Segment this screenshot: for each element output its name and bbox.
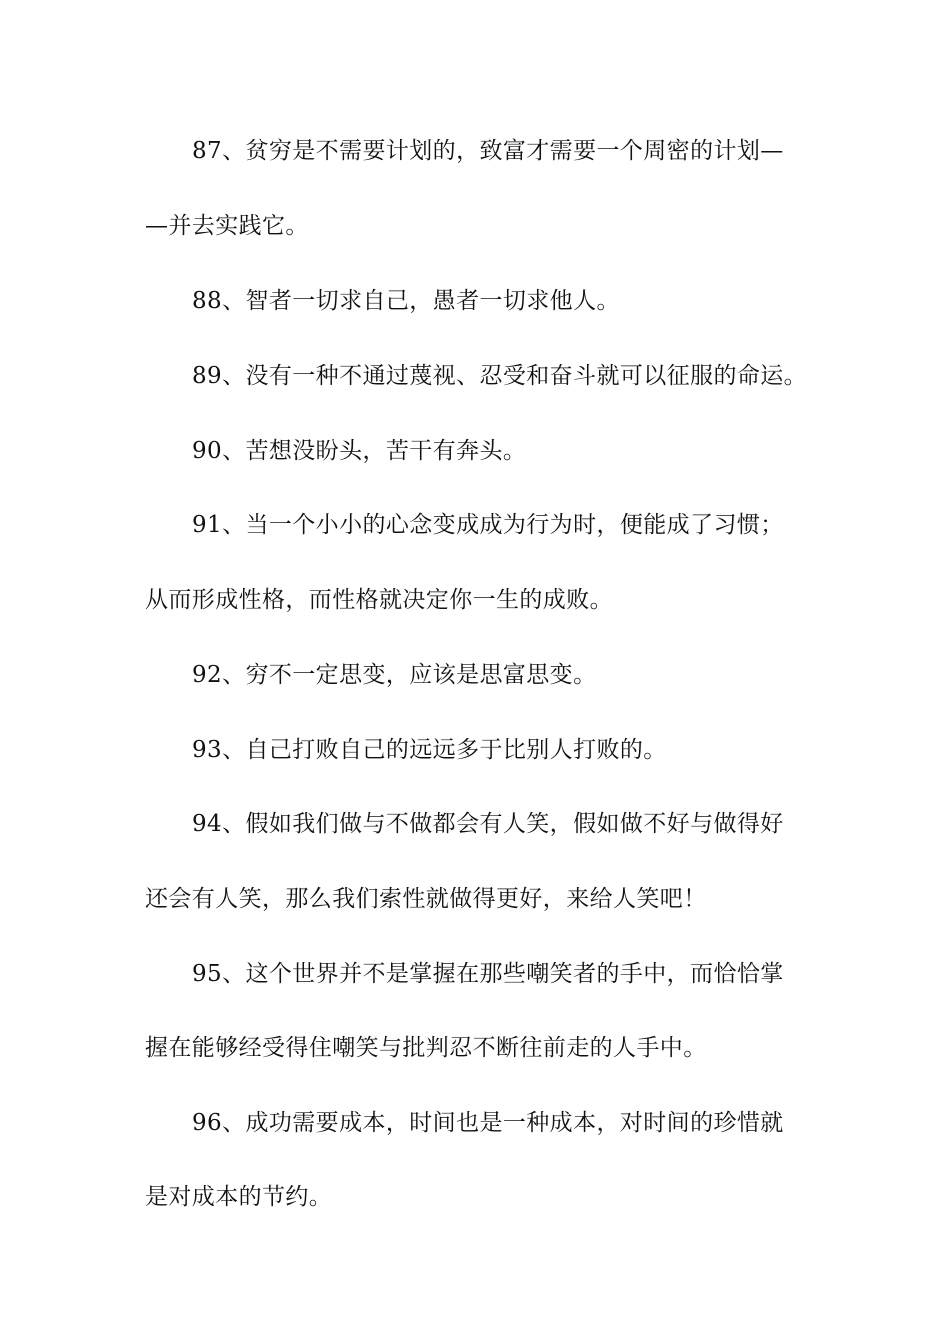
quote-91-line-2: 从而形成性格，而性格就决定你一生的成败。 bbox=[145, 587, 613, 613]
quote-95-line-2: 握在能够经受得住嘲笑与批判忍不断往前走的人手中。 bbox=[145, 1035, 707, 1061]
quote-87-line-2: —并去实践它。 bbox=[145, 213, 309, 239]
quote-92: 92、穷不一定思变，应该是思富思变。 bbox=[192, 662, 597, 688]
quote-94-line-2: 还会有人笑，那么我们索性就做得更好，来给人笑吧！ bbox=[145, 886, 707, 912]
quote-95-line-1: 95、这个世界并不是掌握在那些嘲笑者的手中，而恰恰掌 bbox=[192, 961, 784, 987]
quote-93: 93、自己打败自己的远远多于比别人打败的。 bbox=[192, 737, 667, 763]
quote-94-line-1: 94、假如我们做与不做都会有人笑，假如做不好与做得好 bbox=[192, 811, 784, 837]
quote-88: 88、智者一切求自己，愚者一切求他人。 bbox=[192, 288, 620, 314]
quote-91-line-1: 91、当一个小小的心念变成成为行为时，便能成了习惯； bbox=[192, 512, 784, 538]
quote-87-line-1: 87、贫穷是不需要计划的，致富才需要一个周密的计划— bbox=[192, 138, 784, 164]
quote-96-line-2: 是对成本的节约。 bbox=[145, 1184, 333, 1210]
quote-89: 89、没有一种不通过蔑视、忍受和奋斗就可以征服的命运。 bbox=[192, 363, 808, 389]
quote-90: 90、苦想没盼头，苦干有奔头。 bbox=[192, 438, 527, 464]
quote-96-line-1: 96、成功需要成本，时间也是一种成本，对时间的珍惜就 bbox=[192, 1110, 784, 1136]
